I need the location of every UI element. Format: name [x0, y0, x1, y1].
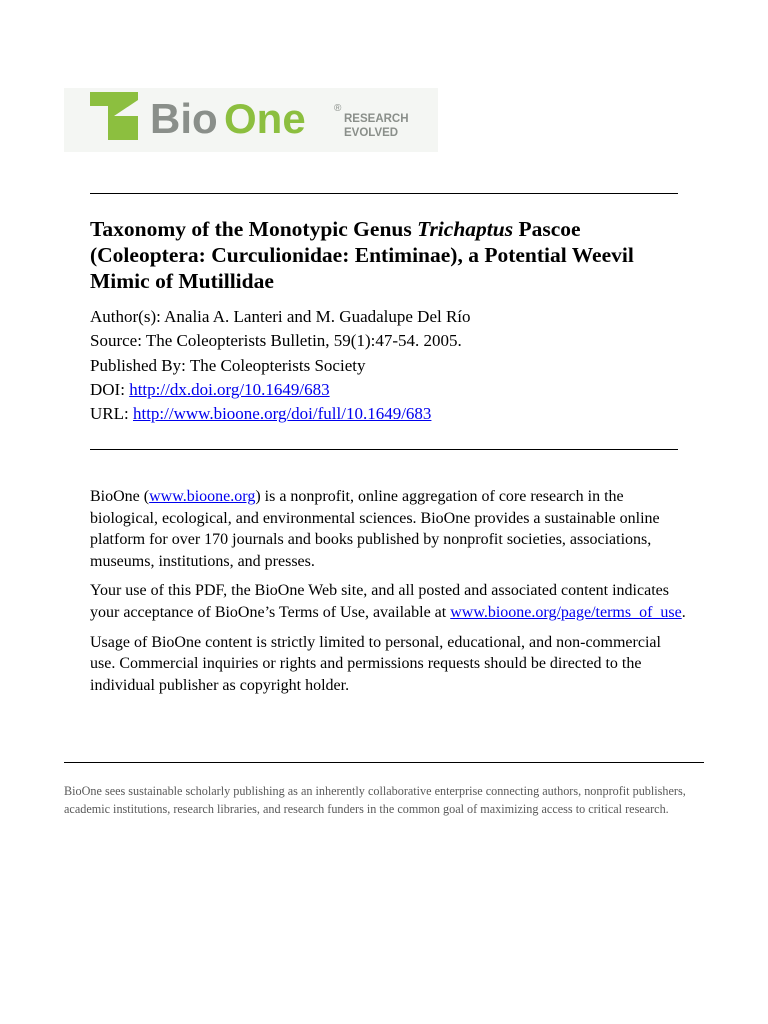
authors-label: Author(s):: [90, 307, 165, 326]
notice-paragraph-usage: Usage of BioOne content is strictly limited to personal, educational, and non-commercial use. Commercial inquiries or rights and permissions requests should be directed to the individual publisher as copyright holder.: [90, 633, 661, 694]
middle-divider: [90, 449, 678, 450]
article-metadata: [90, 305, 690, 426]
article-title: [90, 216, 690, 294]
logo-tagline-research: RESEARCH: [344, 113, 409, 125]
logo-wordmark-one: One: [224, 95, 306, 142]
doi-line: [90, 378, 690, 402]
doi-label: DOI:: [90, 379, 130, 399]
notice-p2-start: Your use of this PDF, the BioOne Web site, and all posted and associated content indicates your acceptance of BioOne’s Terms of Use, available at: [90, 582, 669, 621]
title-part-2: Pascoe (Coleoptera: Curculionidae: Entiminae), a Potential Weevil Mimic of Mutillidae: [90, 217, 634, 293]
logo-tagline-evolved: EVOLVED: [344, 127, 399, 139]
source-value: The Coleopterists Bulletin, 59(1):47-54. 2005.: [145, 331, 462, 351]
article-url-link[interactable]: http://www.bioone.org/doi/full/10.1649/683: [132, 404, 432, 424]
bioone-logo: [64, 88, 438, 152]
top-divider: [90, 193, 678, 194]
footer-mission-text: BioOne sees sustainable scholarly publishing as an inherently collaborative enterprise connecting authors, nonprofit publishers, academic institutions, research libraries, and research funders in the common goal of maximizing access to critical research.: [64, 784, 686, 816]
title-genus: Trichaptus: [417, 217, 514, 241]
logo-wordmark-bio: Bio: [150, 95, 218, 142]
title-part-1: Taxonomy of the Monotypic Genus: [90, 217, 418, 241]
bioone-logo-graphic: [64, 88, 438, 152]
bioone-home-link[interactable]: www.bioone.org: [149, 488, 256, 505]
doi-link[interactable]: http://dx.doi.org/10.1649/683: [129, 379, 330, 399]
notice-paragraph-terms: [90, 580, 690, 623]
logo-registered-mark: ®: [334, 103, 342, 114]
notice-p1-end: ) is a nonprofit, online aggregation of core research in the biological, ecological, and environmental sciences. BioOne provides a sustainable online platform for over 170 journals and books published by nonprofit societies, associations, museums, institutions, and presses.: [90, 488, 660, 570]
source-label: Source:: [90, 331, 146, 351]
url-label: URL:: [90, 404, 133, 424]
publisher-label: Published By:: [90, 355, 190, 375]
notice-paragraph-about: [90, 486, 690, 572]
terms-of-use-link[interactable]: www.bioone.org/page/terms_of_use: [450, 603, 682, 621]
bioone-notice: [90, 486, 690, 704]
footer-divider: [64, 762, 704, 763]
authors-value: Analia A. Lanteri and M. Guadalupe Del Río: [164, 307, 471, 326]
notice-p2-end: .: [681, 603, 686, 621]
publisher-line: [90, 354, 690, 378]
authors-line: [90, 305, 690, 329]
notice-p1-start: BioOne (: [90, 488, 150, 505]
publisher-value: The Coleopterists Society: [189, 355, 366, 375]
source-line: [90, 329, 690, 353]
url-line: [90, 402, 690, 426]
